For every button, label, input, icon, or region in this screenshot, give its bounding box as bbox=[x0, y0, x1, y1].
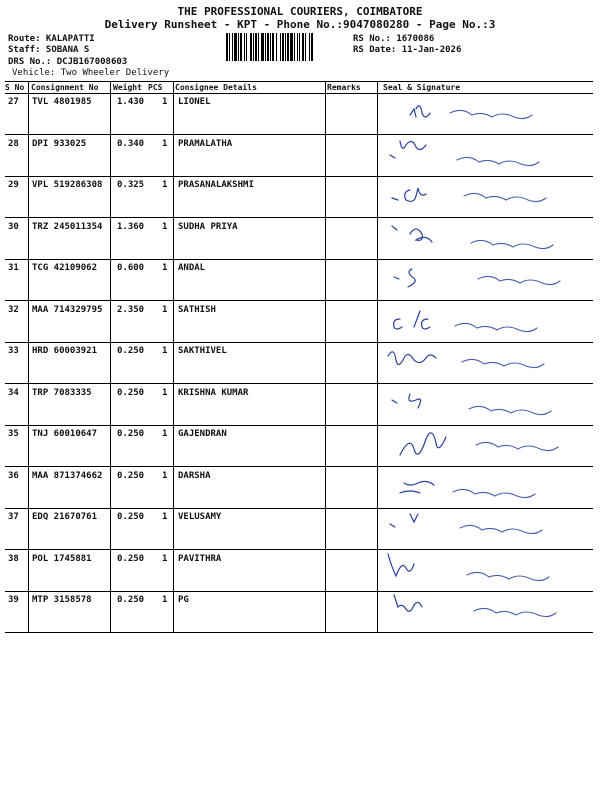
table-row bbox=[5, 135, 593, 177]
cell-weight: 0.250 bbox=[117, 346, 145, 356]
cell-sno: 36 bbox=[8, 470, 19, 481]
cell-pcs: 1 bbox=[162, 429, 168, 439]
column-divider bbox=[377, 81, 378, 632]
cell-sno: 38 bbox=[8, 553, 19, 564]
cell-consignee: SAKTHIVEL bbox=[178, 346, 227, 356]
cell-consignee: SUDHA PRIYA bbox=[178, 221, 238, 232]
rs-date: RS Date: 11-Jan-2026 bbox=[353, 45, 462, 55]
handwritten-signature bbox=[380, 342, 595, 383]
cell-pcs: 1 bbox=[162, 180, 168, 190]
table-row bbox=[5, 508, 593, 550]
drs-number: DRS No.: DCJB167008603 bbox=[8, 57, 128, 67]
cell-consignee: PRASANALAKSHMI bbox=[178, 180, 254, 190]
table-row bbox=[5, 93, 593, 135]
cell-pcs: 1 bbox=[162, 595, 168, 605]
cell-pcs: 1 bbox=[162, 97, 168, 107]
handwritten-signature bbox=[380, 467, 595, 508]
cell-weight: 0.600 bbox=[117, 263, 145, 273]
cell-consignment-no: TRP 7083335 bbox=[32, 387, 92, 398]
cell-weight: 0.250 bbox=[117, 387, 145, 398]
cell-consignee: SATHISH bbox=[178, 304, 216, 315]
cell-pcs: 1 bbox=[162, 304, 168, 315]
cell-consignment-no: TCG 42109062 bbox=[32, 263, 98, 273]
col-consignment-header: Consignment No bbox=[31, 83, 99, 92]
table-row bbox=[5, 384, 593, 426]
table-row bbox=[5, 218, 593, 260]
column-divider bbox=[110, 81, 111, 632]
cell-consignment-no: HRD 60003921 bbox=[32, 346, 98, 356]
cell-sno: 35 bbox=[8, 429, 19, 439]
cell-consignment-no: VPL 519286308 bbox=[32, 180, 103, 190]
table-row bbox=[5, 467, 593, 509]
col-pcs-header: PCS bbox=[148, 83, 163, 92]
cell-pcs: 1 bbox=[162, 346, 168, 356]
barcode-image bbox=[226, 33, 349, 61]
handwritten-signature bbox=[380, 301, 595, 342]
cell-sno: 28 bbox=[8, 138, 19, 149]
cell-weight: 0.250 bbox=[117, 595, 145, 605]
handwritten-signature bbox=[380, 591, 595, 632]
cell-sno: 30 bbox=[8, 221, 19, 232]
cell-weight: 0.250 bbox=[117, 553, 145, 564]
table-row bbox=[5, 176, 593, 218]
runsheet-subtitle: Delivery Runsheet - KPT - Phone No.:9047080280 - Page No.:3 bbox=[104, 18, 496, 31]
cell-consignment-no: EDQ 21670761 bbox=[32, 512, 98, 522]
cell-pcs: 1 bbox=[162, 221, 168, 232]
table-row bbox=[5, 259, 593, 301]
handwritten-signature bbox=[380, 425, 595, 466]
cell-pcs: 1 bbox=[162, 138, 168, 149]
column-divider bbox=[325, 81, 326, 632]
col-weight-header: Weight bbox=[113, 83, 142, 92]
cell-weight: 2.350 bbox=[117, 304, 145, 315]
table-row bbox=[5, 301, 593, 343]
cell-consignment-no: TRZ 245011354 bbox=[32, 221, 103, 232]
cell-pcs: 1 bbox=[162, 263, 168, 273]
cell-weight: 0.250 bbox=[117, 512, 145, 522]
cell-consignment-no: MTP 3158578 bbox=[32, 595, 92, 605]
staff-label: Staff: SOBANA S bbox=[8, 45, 90, 55]
handwritten-signature bbox=[380, 218, 595, 259]
cell-sno: 39 bbox=[8, 595, 19, 605]
cell-sno: 32 bbox=[8, 304, 19, 315]
cell-sno: 31 bbox=[8, 263, 19, 273]
handwritten-signature bbox=[380, 384, 595, 425]
table-row bbox=[5, 342, 593, 384]
cell-pcs: 1 bbox=[162, 470, 168, 481]
col-consignee-header: Consignee Details bbox=[175, 83, 257, 92]
cell-consignee: ANDAL bbox=[178, 263, 206, 273]
cell-weight: 0.250 bbox=[117, 470, 145, 481]
cell-weight: 0.340 bbox=[117, 138, 145, 149]
column-divider bbox=[28, 81, 29, 632]
cell-consignee: KRISHNA KUMAR bbox=[178, 387, 249, 398]
cell-weight: 0.250 bbox=[117, 429, 145, 439]
cell-consignee: PRAMALATHA bbox=[178, 138, 233, 149]
cell-pcs: 1 bbox=[162, 387, 168, 398]
handwritten-signature bbox=[380, 176, 595, 217]
cell-sno: 29 bbox=[8, 180, 19, 190]
rs-number: RS No.: 1670086 bbox=[353, 34, 435, 44]
cell-consignee: VELUSAMY bbox=[178, 512, 222, 522]
vehicle-label: Vehicle: Two Wheeler Delivery bbox=[12, 68, 170, 78]
cell-consignee: PG bbox=[178, 595, 189, 605]
route-label: Route: KALAPATTI bbox=[8, 34, 95, 44]
cell-consignment-no: TNJ 60010647 bbox=[32, 429, 98, 439]
cell-weight: 1.430 bbox=[117, 97, 145, 107]
table-row bbox=[5, 591, 593, 633]
cell-consignment-no: DPI 933025 bbox=[32, 138, 87, 149]
cell-consignment-no: POL 1745881 bbox=[32, 553, 92, 564]
cell-pcs: 1 bbox=[162, 553, 168, 564]
cell-weight: 1.360 bbox=[117, 221, 145, 232]
cell-consignee: LIONEL bbox=[178, 97, 211, 107]
handwritten-signature bbox=[380, 93, 595, 134]
handwritten-signature bbox=[380, 259, 595, 300]
cell-consignee: GAJENDRAN bbox=[178, 429, 227, 439]
cell-consignee: DARSHA bbox=[178, 470, 211, 481]
cell-sno: 37 bbox=[8, 512, 19, 522]
cell-consignee: PAVITHRA bbox=[178, 553, 222, 564]
table-row bbox=[5, 425, 593, 467]
cell-sno: 27 bbox=[8, 97, 19, 107]
cell-consignment-no: MAA 714329795 bbox=[32, 304, 103, 315]
handwritten-signature bbox=[380, 550, 595, 591]
col-remarks-header: Remarks bbox=[327, 83, 361, 92]
cell-weight: 0.325 bbox=[117, 180, 145, 190]
runsheet-title: THE PROFESSIONAL COURIERS, COIMBATORE bbox=[177, 5, 423, 18]
handwritten-signature bbox=[380, 135, 595, 176]
table-row bbox=[5, 550, 593, 592]
cell-consignment-no: TVL 4801985 bbox=[32, 97, 92, 107]
cell-consignment-no: MAA 871374662 bbox=[32, 470, 103, 481]
cell-sno: 33 bbox=[8, 346, 19, 356]
col-seal-header: Seal & Signature bbox=[383, 83, 461, 92]
handwritten-signature bbox=[380, 508, 595, 549]
column-divider bbox=[173, 81, 174, 632]
cell-sno: 34 bbox=[8, 387, 19, 398]
cell-pcs: 1 bbox=[162, 512, 168, 522]
col-sno-header: S No bbox=[5, 83, 25, 92]
